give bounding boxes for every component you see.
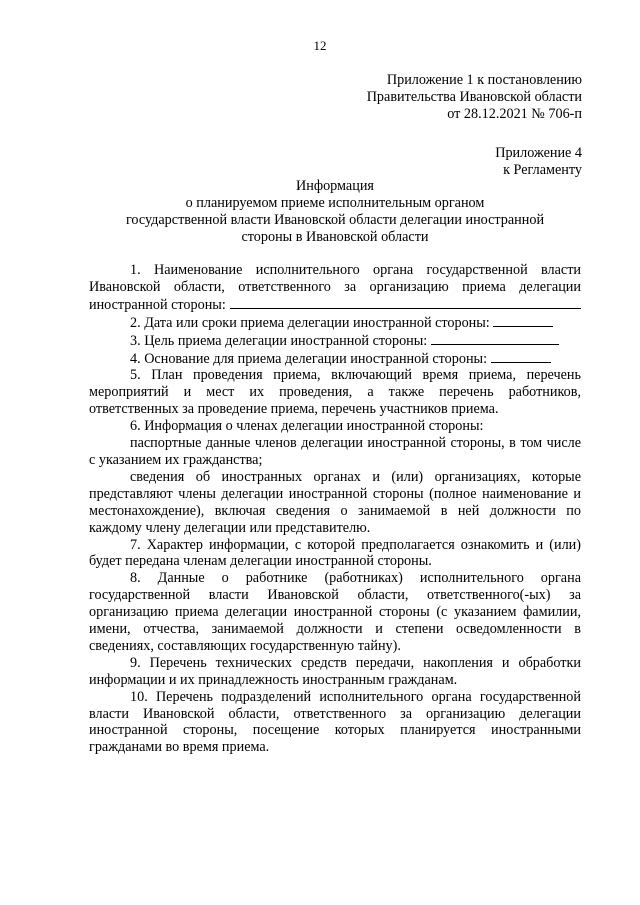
- appendix-1-line-1: Приложение 1 к постановлению: [386, 72, 582, 88]
- item-3-text: 3. Цель приема делегации иностранной стороны:: [130, 332, 428, 349]
- title-heading: Информация: [296, 178, 374, 194]
- item-6-organizations: сведения об иностранных органах и (или) организациях, которые представляют члены делегации иностранной стороны (полное наименование и местонахождение), включая сведения о занимаемой в ней должности по каждому члену делегации или представителю.: [89, 468, 581, 536]
- item-1-blank-field: [230, 296, 581, 309]
- item-1-line-3: [89, 296, 581, 314]
- item-6-passport: паспортные данные членов делегации иностранной стороны, в том числе с указанием их гражданства;: [89, 435, 581, 468]
- title-line-1: о планируемом приеме исполнительным органом: [185, 194, 485, 211]
- document-body: [89, 262, 581, 756]
- item-10: 10. Перечень подразделений исполнительного органа государственной власти Ивановской области, ответственного за организацию делегации иностранной стороны, посещение которых планируется иностранными гражданами во время приема.: [89, 688, 581, 756]
- appendix-1-line-3: от 28.12.2021 № 706-п: [447, 105, 582, 122]
- item-8: 8. Данные о работнике (работниках) исполнительного органа государственной власти Ивановской области, ответственного(-ых) за организацию приема делегации иностранной стороны (с указанием фамилии, имени, отчества, занимаемой должности и степени осведомленности в сведениях, составляющих государственную тайну).: [89, 570, 581, 654]
- item-6: 6. Информация о членах делегации иностранной стороны:: [130, 418, 484, 435]
- item-7: 7. Характер информации, с которой предполагается ознакомить и (или) будет передана членам делегации иностранной стороны.: [89, 536, 581, 570]
- item-1-line-1: 1. Наименование исполнительного органа государственной власти: [130, 262, 581, 278]
- item-1-line-2: Ивановской области, ответственного за организацию приема делегации: [89, 278, 581, 295]
- appendix-4-line-2: к Регламенту: [503, 161, 582, 178]
- item-4-blank-field: [491, 350, 551, 363]
- item-4: [89, 350, 581, 368]
- item-2: [89, 314, 581, 332]
- item-4-text: 4. Основание для приема делегации иностранной стороны:: [130, 350, 488, 367]
- item-5: 5. План проведения приема, включающий время приема, перечень мероприятий и мест их проведения, а также перечень работников, ответственных за проведение приема, перечень участников приема.: [89, 367, 581, 418]
- appendix-1-line-2: Правительства Ивановской области: [366, 88, 582, 105]
- item-3-blank-field: [431, 332, 559, 345]
- title-line-2: государственной власти Ивановской области делегации иностранной: [125, 211, 545, 228]
- item-1: [89, 262, 581, 314]
- document-title: [88, 178, 582, 246]
- item-9: 9. Перечень технических средств передачи, накопления и обработки информации и их принадлежность иностранным гражданам.: [89, 654, 581, 688]
- item-1-label: иностранной стороны:: [89, 296, 226, 313]
- item-2-text: 2. Дата или сроки приема делегации иностранной стороны:: [130, 314, 490, 331]
- title-line-3: стороны в Ивановской области: [241, 228, 429, 245]
- page-number: 12: [313, 38, 327, 53]
- appendix-1-block: [367, 72, 582, 123]
- item-3: [89, 332, 581, 350]
- appendix-4-line-1: Приложение 4: [495, 145, 582, 161]
- item-2-blank-field: [493, 314, 553, 327]
- appendix-4-block: [495, 145, 582, 179]
